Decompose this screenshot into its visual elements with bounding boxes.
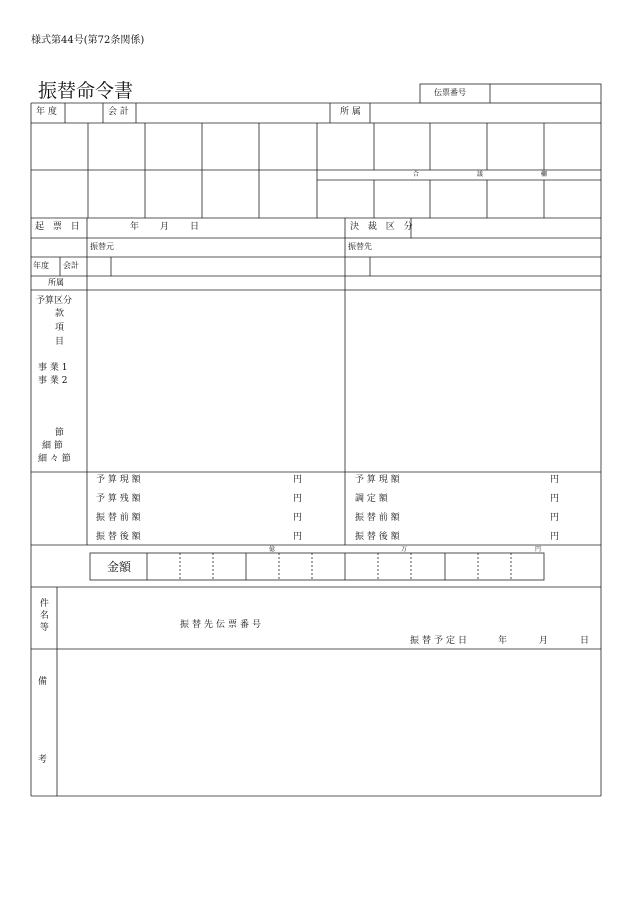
budget-saisetsu-label: 細 節 <box>42 441 63 451</box>
left-amount-unit: 円 <box>293 494 303 504</box>
scheduled-month: 月 <box>539 636 549 646</box>
remarks-label-top: 備 <box>38 677 48 687</box>
left-amount-unit: 円 <box>293 532 303 542</box>
approval-label: 決 裁 区 分 <box>350 222 416 232</box>
form-number: 様式第44号(第72条関係) <box>31 35 145 46</box>
budget-moku-label: 目 <box>55 337 65 347</box>
budget-setsu-label: 節 <box>55 428 65 438</box>
amount-box <box>90 553 544 580</box>
page-title: 振替命令書 <box>38 80 134 102</box>
remarks-label-bottom: 考 <box>38 755 48 765</box>
scheduled-date-label: 振替予定日 <box>410 636 471 646</box>
right-amount-label: 調 定 額 <box>355 494 388 504</box>
transfer-account-label: 会計 <box>63 261 79 270</box>
drafting-date-label: 起 票 日 <box>35 222 83 232</box>
drafting-month: 月 <box>160 222 170 232</box>
budget-category-label: 予算区分 <box>36 296 73 306</box>
unit-man-label: 万 <box>401 546 408 553</box>
voucher-number-label: 伝票番号 <box>434 88 466 97</box>
left-amount-label: 振 替 前 額 <box>96 513 141 523</box>
transfer-department-label: 所属 <box>48 278 64 287</box>
unit-yen-label: 円 <box>535 546 542 553</box>
department-label: 所 属 <box>340 107 361 117</box>
dest-voucher-label: 振替先伝票番号 <box>180 620 265 630</box>
left-amount-label: 予 算 残 額 <box>96 494 141 504</box>
transfer-dest-label: 振替先 <box>348 242 372 251</box>
budget-project1-label: 事 業 1 <box>38 363 68 373</box>
drafting-year: 年 <box>130 222 140 232</box>
left-amount-unit: 円 <box>293 475 303 485</box>
right-amount-label: 振 替 前 額 <box>355 513 400 523</box>
scheduled-day: 日 <box>580 636 590 646</box>
subject-label: 件名等 <box>37 598 48 634</box>
right-amount-unit: 円 <box>550 513 560 523</box>
budget-kou-label: 項 <box>55 323 65 333</box>
right-amount-label: 振 替 後 額 <box>355 532 400 542</box>
right-amount-unit: 円 <box>550 532 560 542</box>
fiscal-year-label: 年 度 <box>36 107 57 117</box>
right-amount-label: 予 算 現 額 <box>355 475 400 485</box>
left-amount-label: 予 算 現 額 <box>96 475 141 485</box>
budget-project2-label: 事 業 2 <box>38 376 68 386</box>
left-amount-label: 振 替 後 額 <box>96 532 141 542</box>
budget-saisaisetsu-label: 細 々 節 <box>38 454 71 464</box>
left-amount-unit: 円 <box>293 513 303 523</box>
drafting-day: 日 <box>190 222 200 232</box>
budget-kan-label: 款 <box>55 309 65 319</box>
unit-oku-label: 億 <box>269 546 276 553</box>
transfer-year-label: 年度 <box>33 261 49 270</box>
right-amount-unit: 円 <box>550 475 560 485</box>
transfer-source-label: 振替元 <box>90 242 114 251</box>
account-label: 会 計 <box>108 107 129 117</box>
right-amount-unit: 円 <box>550 494 560 504</box>
scheduled-year: 年 <box>498 636 508 646</box>
amount-label: 金額 <box>107 560 132 574</box>
deliberation-label: 合 議 欄 <box>413 171 575 178</box>
